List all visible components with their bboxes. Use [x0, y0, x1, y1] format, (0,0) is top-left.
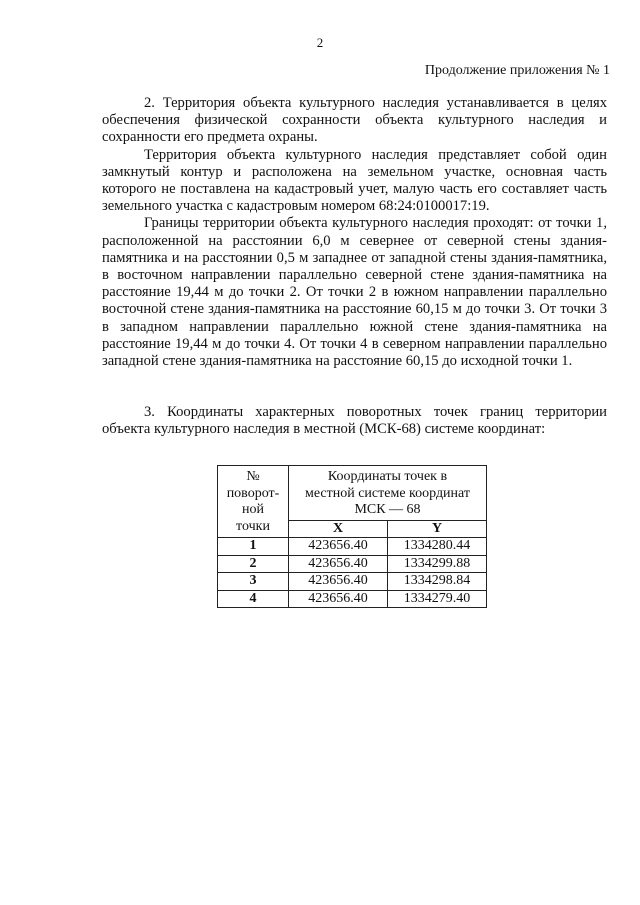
x-coordinate-cell: 423656.40: [289, 573, 388, 591]
coordinates-header-line: Координаты точек в: [327, 469, 448, 484]
coordinates-group-header: [289, 466, 487, 521]
y-coordinate-cell: 1334280.44: [388, 538, 487, 556]
y-coordinate-cell: 1334299.88: [388, 555, 487, 573]
point-number-header: [218, 466, 289, 538]
section-2-text: [102, 95, 607, 370]
point-number-header-line: точки: [236, 518, 270, 534]
point-number-header-line: ной: [242, 502, 264, 517]
y-coordinate-cell: 1334298.84: [388, 573, 487, 591]
section-2-paragraph-3: Границы территории объекта культурного наследия проходят: от точки 1, расположенной на расстоянии 6,0 м севернее от северной стены здания-памятника и на расстоянии 0,5 м западнее от западной стены здания-памятника, в восточном направлении параллельно северной стене здания-памятника на расстояние 19,44 м до точки 2. От точки 2 в южном направлении параллельно восточной стене здания-памятника на расстояние 60,15 м до точки 3. От точки 3 в западном направлении параллельно южной стене здания-памятника на расстояние 19,44 м до точки 4. От точки 4 в северном направлении параллельно западной стене здания-памятника на расстояние 60,15 до исходной точки 1.: [102, 215, 607, 370]
point-number-cell: 1: [218, 538, 289, 556]
point-number-cell: 3: [218, 573, 289, 591]
y-column-header: Y: [388, 520, 487, 538]
coordinates-header-line: МСК — 68: [354, 502, 421, 517]
point-number-cell: 4: [218, 590, 289, 608]
section-2-paragraph-1: 2. Территория объекта культурного наследия устанавливается в целях обеспечения физической сохранности объекта культурного наследия и сохранности его предмета охраны.: [102, 95, 607, 146]
x-coordinate-cell: 423656.40: [289, 555, 388, 573]
section-2-paragraph-2: Территория объекта культурного наследия представляет собой один замкнутый контур и расположена на земельном участке, основная часть которого не поставлена на кадастровый учет, малую часть его составляет часть земельного участка с кадастровым номером 68:24:0100017:19.: [102, 146, 607, 215]
point-number-header-line: №: [246, 469, 260, 484]
x-coordinate-cell: 423656.40: [289, 590, 388, 608]
table-row: [218, 590, 487, 608]
page-number: 2: [316, 35, 324, 50]
x-coordinate-cell: 423656.40: [289, 538, 388, 556]
table-row: [218, 573, 487, 591]
table-row: [218, 555, 487, 573]
point-number-header-line: поворот-: [226, 485, 280, 501]
table-row: [218, 538, 487, 556]
section-3-text: [102, 404, 607, 438]
table-header-row: [218, 466, 487, 521]
coordinates-table: [217, 465, 487, 608]
x-column-header: X: [289, 520, 388, 538]
appendix-continuation-note: Продолжение приложения № 1: [424, 63, 610, 78]
section-3-paragraph: 3. Координаты характерных поворотных точек границ территории объекта культурного наследия в местной (МСК-68) системе координат:: [102, 404, 607, 438]
coordinates-header-line: местной системе координат: [304, 485, 471, 501]
y-coordinate-cell: 1334279.40: [388, 590, 487, 608]
point-number-cell: 2: [218, 555, 289, 573]
